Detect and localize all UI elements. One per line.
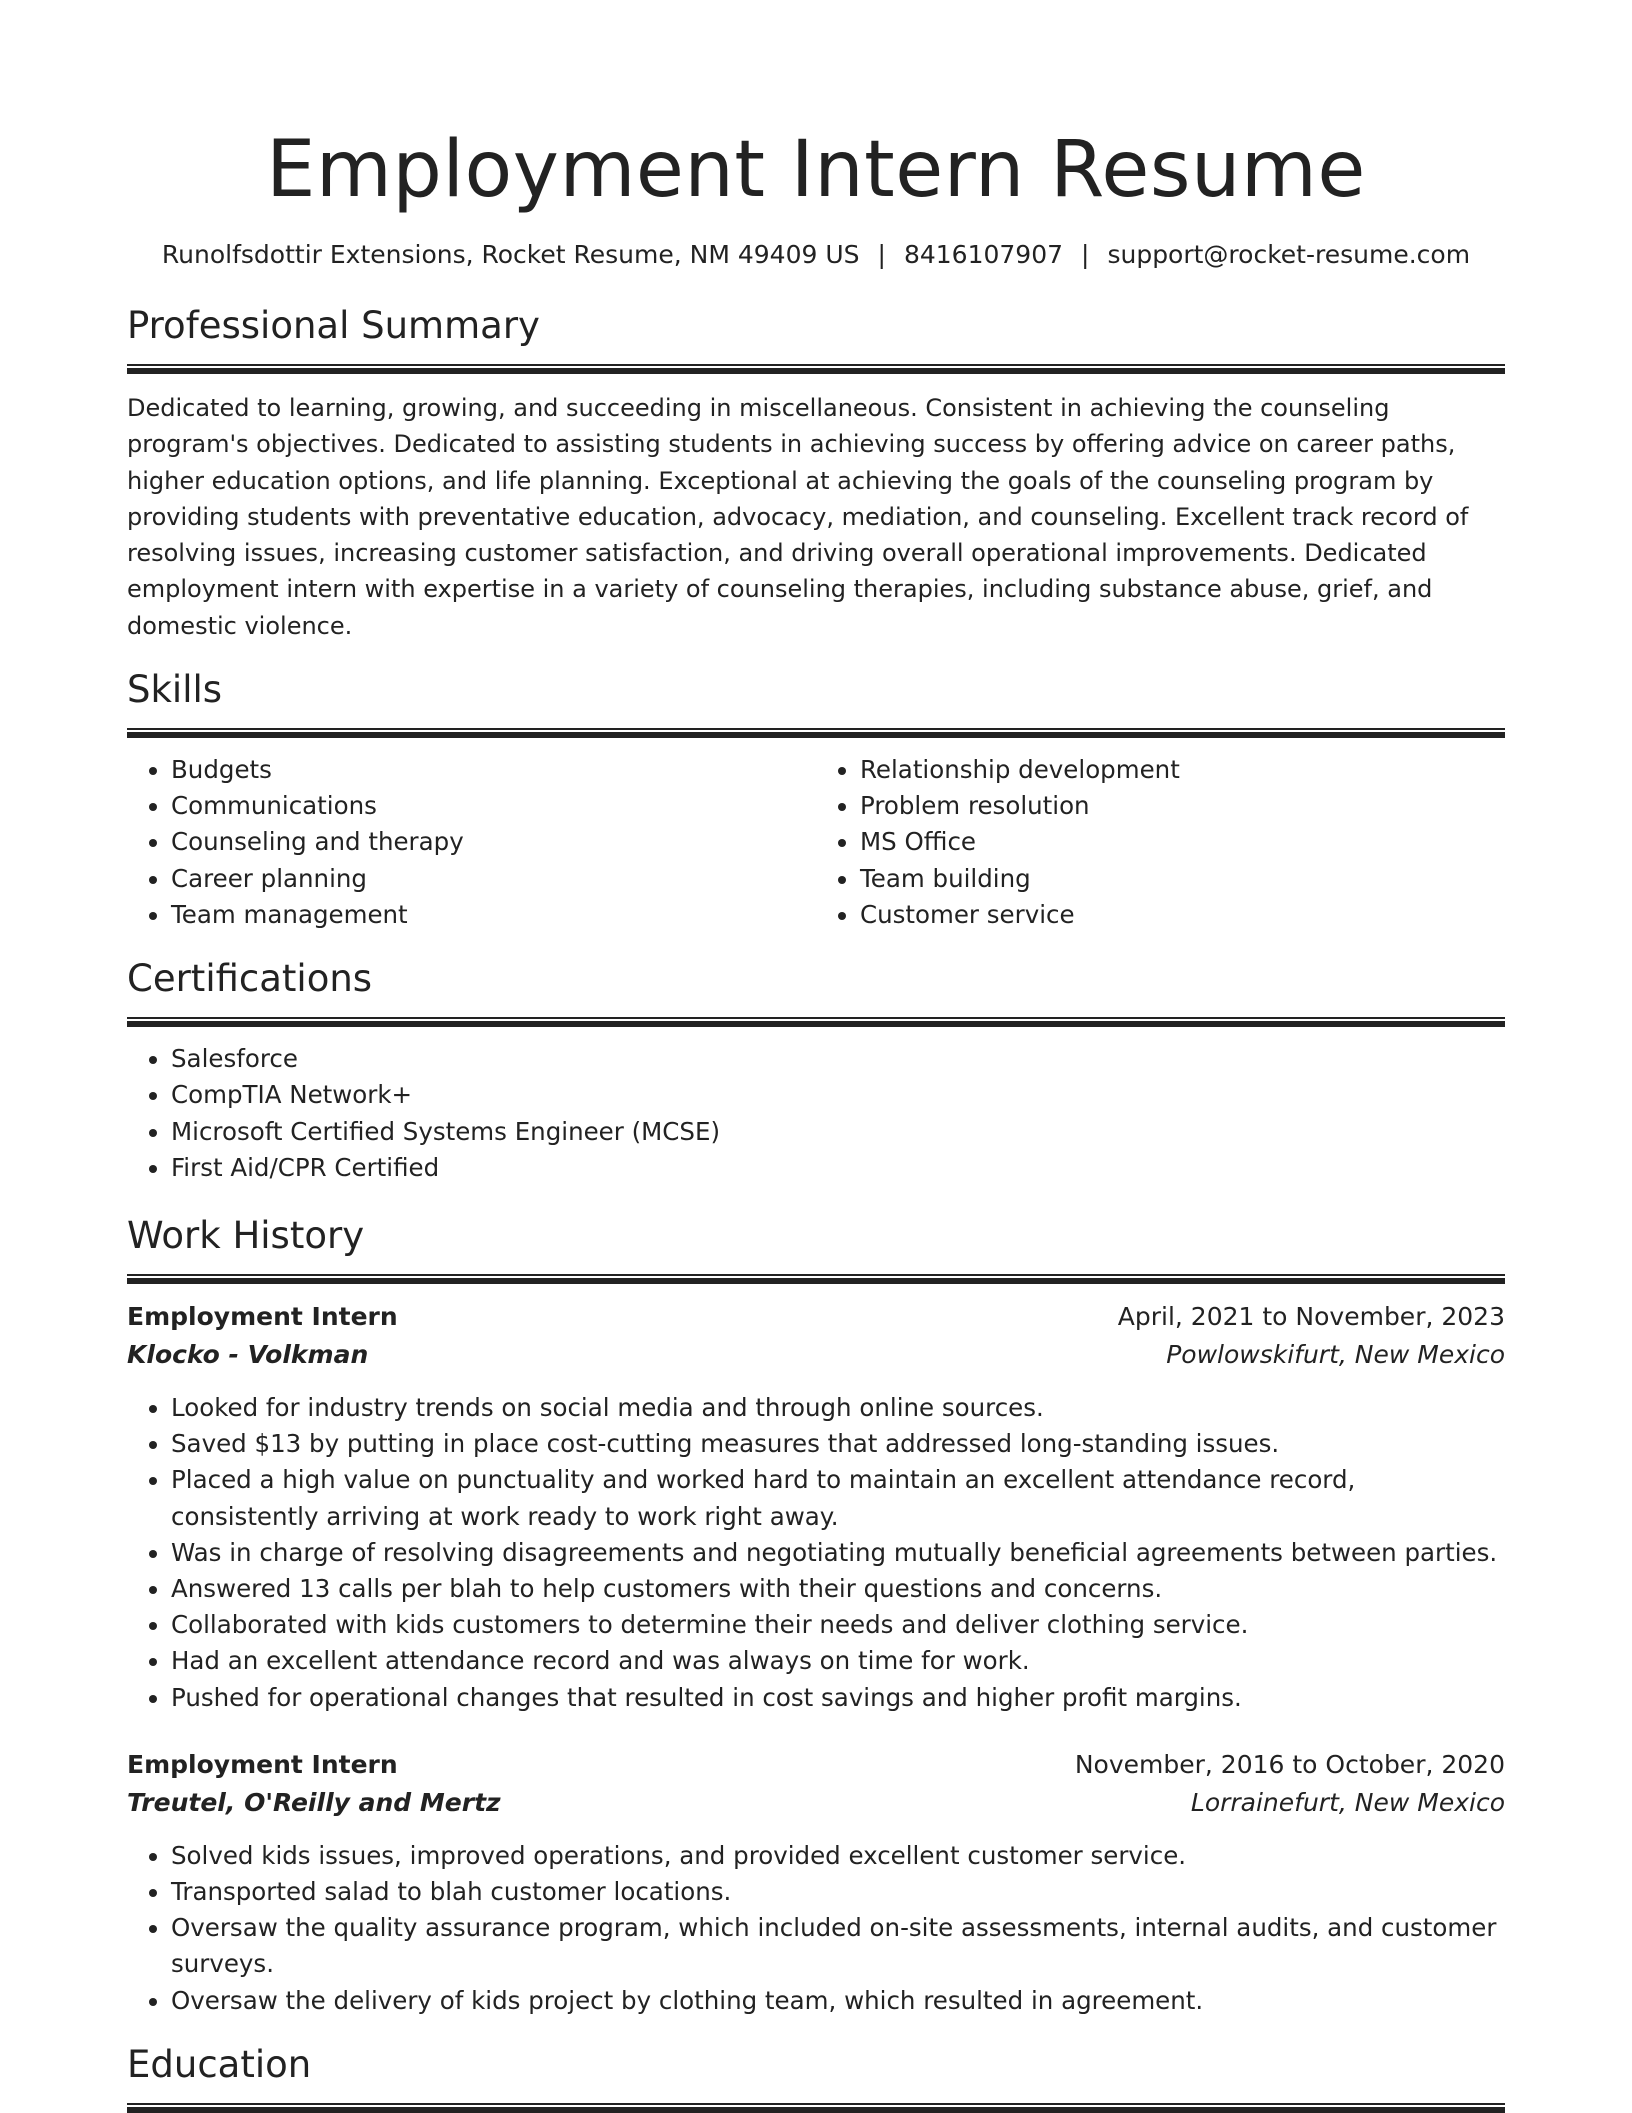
job-bullet: • Oversaw the delivery of kids project by clothing team, which resulted in agreement. [171,1983,1505,2019]
job-bullet: • Transported salad to blah customer locations. [171,1874,1505,1910]
job-company-row [127,1784,1505,1822]
job-dates: April, 2021 to November, 2023 [1117,1301,1505,1331]
skill-item: • Problem resolution [860,788,1505,824]
job-bullet: • Looked for industry trends on social media and through online sources. [171,1390,1505,1426]
job-bullet: • Solved kids issues, improved operations, and provided excellent customer service. [171,1838,1505,1874]
job-bullet: • Oversaw the quality assurance program, which included on-site assessments, internal audits, and customer surveys. [171,1910,1505,1982]
job-company: Treutel, O'Reilly and Mertz [127,1787,501,1817]
job-header-row [127,1298,1505,1336]
job-bullet: • Collaborated with kids customers to determine their needs and deliver clothing service. [171,1607,1505,1643]
contact-phone: 8416107907 [903,240,1064,269]
section-divider [127,2103,1505,2113]
work-history-section [127,1212,1505,2019]
contact-line [127,238,1505,272]
skills-grid [127,752,1505,933]
job-title: Employment Intern [127,1749,398,1779]
certification-item: • Microsoft Certified Systems Engineer (MCSE) [171,1114,1505,1150]
job-company-row [127,1336,1505,1374]
section-divider [127,728,1505,738]
certification-item: • Salesforce [171,1041,1505,1077]
certifications-heading: Certifications [127,957,373,1001]
summary-section [127,302,1505,644]
skill-item: • Career planning [171,861,816,897]
skill-item: • Team building [860,861,1505,897]
skill-item: • Counseling and therapy [171,824,816,860]
contact-separator: | [877,240,886,269]
certifications-list [127,1041,1505,1186]
work-history-heading: Work History [127,1213,365,1257]
skill-item: • Budgets [171,752,816,788]
job-location: Lorrainefurt, New Mexico [1190,1787,1505,1817]
contact-address: Runolfsdottir Extensions, Rocket Resume, NM 49409 US [161,240,860,269]
job-bullet: • Had an excellent attendance record and was always on time for work. [171,1643,1505,1679]
skill-item: • Communications [171,788,816,824]
education-heading: Education [127,2042,312,2086]
certification-item: • First Aid/CPR Certified [171,1150,1505,1186]
job-header-row [127,1746,1505,1784]
summary-text: Dedicated to learning, growing, and succeeding in miscellaneous. Consistent in achieving the counseling program's objectives. Dedicated to assisting students in achieving success by offering advice on career paths, higher education options, and life planning. Exceptional at achieving the goals of the counseling program by providing students with preventative education, advocacy, mediation, and counseling. Excellent track record of resolving issues, increasing customer satisfaction, and driving overall operational improvements. Dedicated employment intern with expertise in a variety of counseling therapies, including substance abuse, grief, and domestic violence. [127,394,1469,640]
job-bullets [127,1838,1505,2019]
resume-title: Employment Intern Resume [266,125,1366,215]
section-divider [127,1017,1505,1027]
job-bullets [127,1390,1505,1716]
job-bullet: • Saved $13 by putting in place cost-cutting measures that addressed long-standing issues. [171,1426,1505,1462]
summary-heading: Professional Summary [127,304,540,347]
skills-section [127,666,1505,933]
skill-item: • Relationship development [860,752,1505,788]
contact-email: support@rocket-resume.com [1107,240,1471,269]
job-title: Employment Intern [127,1301,398,1331]
section-divider [127,364,1505,374]
skill-item: • MS Office [860,824,1505,860]
certification-item: • CompTIA Network+ [171,1077,1505,1113]
job-entry [127,1746,1505,2019]
job-entry [127,1298,1505,1716]
job-bullet: • Was in charge of resolving disagreements and negotiating mutually beneficial agreements between parties. [171,1535,1505,1571]
certifications-section [127,955,1505,1186]
job-bullet: • Answered 13 calls per blah to help customers with their questions and concerns. [171,1571,1505,1607]
job-company: Klocko - Volkman [127,1339,369,1369]
section-divider [127,1274,1505,1284]
education-section [127,2041,1505,2113]
job-location: Powlowskifurt, New Mexico [1166,1339,1505,1369]
contact-separator: | [1081,240,1090,269]
skill-item: • Team management [171,897,816,933]
job-bullet: • Pushed for operational changes that resulted in cost savings and higher profit margins. [171,1680,1505,1716]
skill-item: • Customer service [860,897,1505,933]
skills-heading: Skills [127,668,223,712]
skills-list-right [816,752,1505,933]
skills-list-left [127,752,816,933]
job-bullet: • Placed a high value on punctuality and worked hard to maintain an excellent attendance record, consistently arriving at work ready to work right away. [171,1462,1505,1534]
job-dates: November, 2016 to October, 2020 [1074,1749,1505,1779]
